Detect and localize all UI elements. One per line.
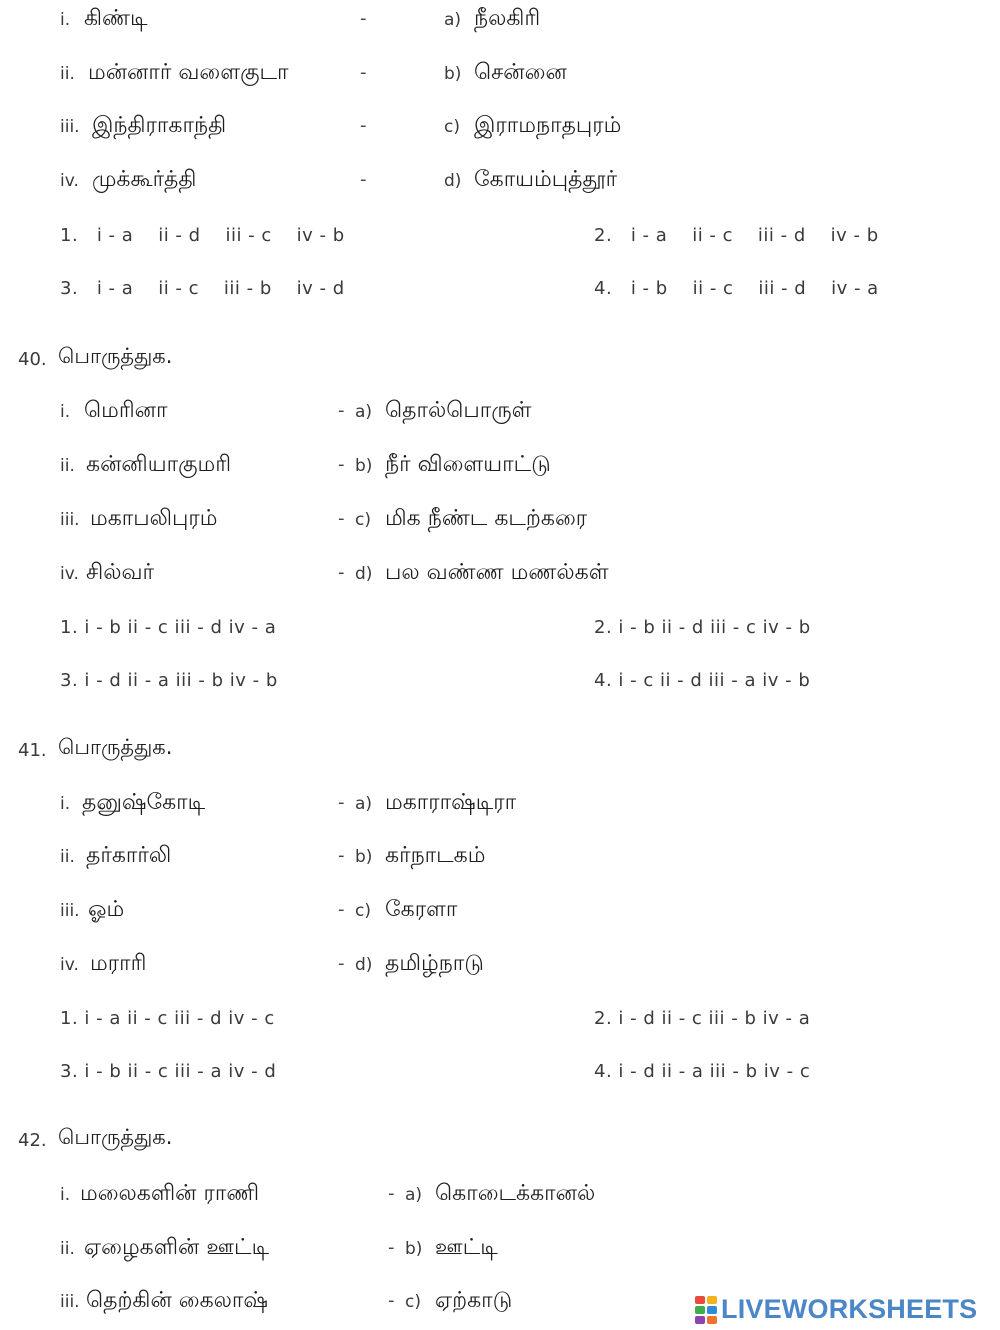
- item-letter: a): [405, 1185, 423, 1205]
- item-left-text: மெரினா: [84, 398, 168, 423]
- question-title: பொருத்துக.: [58, 1125, 173, 1149]
- item-left-text: ஏழைகளின் ஊட்டி: [84, 1235, 270, 1260]
- item-left-text: மராரி: [90, 951, 147, 976]
- question-title: பொருத்துக.: [58, 735, 173, 759]
- answer-option-2[interactable]: 2. i - b ii - d iii - c iv - b: [594, 617, 811, 638]
- item-left-text: தெற்கின் கைலாஷ்: [86, 1288, 269, 1313]
- item-letter: b): [405, 1239, 423, 1259]
- item-number: iii.: [60, 510, 80, 530]
- item-dash: -: [360, 8, 367, 29]
- item-right-text: சென்னை: [474, 60, 567, 85]
- item-dash: -: [338, 400, 345, 421]
- item-right-text: நீலகிரி: [474, 6, 541, 31]
- item-dash: -: [388, 1237, 395, 1258]
- item-right-text: கேரளா: [385, 897, 458, 922]
- item-right-text: கோயம்புத்தூர்: [474, 167, 618, 192]
- logo-square-2: [707, 1296, 717, 1304]
- answer-option-3[interactable]: 3. i - b ii - c iii - a iv - d: [60, 1061, 277, 1082]
- item-dash: -: [338, 508, 345, 529]
- answer-option-4[interactable]: 4. i - c ii - d iii - a iv - b: [594, 670, 811, 691]
- item-right-text: ஊட்டி: [435, 1235, 498, 1260]
- item-letter: d): [355, 564, 373, 584]
- question-title: பொருத்துக.: [58, 344, 173, 368]
- answer-option-2[interactable]: 2. i - d ii - c iii - b iv - a: [594, 1008, 811, 1029]
- item-left-text: கிண்டி: [84, 6, 148, 31]
- item-dash: -: [388, 1290, 395, 1311]
- item-letter: c): [405, 1292, 421, 1312]
- logo-square-1: [695, 1296, 705, 1304]
- item-left-text: மலைகளின் ராணி: [80, 1181, 260, 1206]
- question-number: 42.: [18, 1130, 47, 1151]
- item-number: iii.: [60, 1292, 80, 1312]
- item-dash: -: [338, 845, 345, 866]
- item-number: i.: [60, 1185, 71, 1205]
- liveworksheets-logo-text: LIVEWORKSHEETS: [721, 1294, 978, 1324]
- question-number: 40.: [18, 349, 47, 370]
- item-left-text: தனுஷ்கோடி: [82, 790, 206, 815]
- item-dash: -: [338, 454, 345, 475]
- item-number: i.: [60, 402, 71, 422]
- answer-option-1[interactable]: 1. i - a ii - d iii - c iv - b: [60, 225, 345, 246]
- item-right-text: பல வண்ண மணல்கள்: [385, 560, 609, 585]
- item-dash: -: [360, 169, 367, 190]
- item-number: ii.: [60, 456, 75, 476]
- answer-option-2[interactable]: 2. i - a ii - c iii - d iv - b: [594, 225, 879, 246]
- item-right-text: ஏற்காடு: [435, 1288, 513, 1313]
- item-right-text: இராமநாதபுரம்: [474, 113, 622, 138]
- item-left-text: மகாபலிபுரம்: [90, 506, 218, 531]
- item-left-text: ஓம்: [88, 897, 125, 922]
- item-letter: b): [355, 456, 373, 476]
- question-number: 41.: [18, 740, 47, 761]
- item-dash: -: [338, 562, 345, 583]
- item-dash: -: [338, 792, 345, 813]
- liveworksheets-logo[interactable]: [695, 1294, 977, 1325]
- item-letter: c): [355, 510, 371, 530]
- item-right-text: மகாராஷ்டிரா: [385, 790, 517, 815]
- item-left-text: மன்னார் வளைகுடா: [88, 60, 289, 85]
- item-right-text: நீர் விளையாட்டு: [385, 452, 551, 477]
- item-left-text: கன்னியாகுமரி: [86, 452, 232, 477]
- item-number: iv.: [60, 564, 79, 584]
- item-left-text: தர்கார்லி: [86, 843, 172, 868]
- item-dash: -: [388, 1183, 395, 1204]
- item-right-text: கர்நாடகம்: [385, 843, 486, 868]
- item-letter: c): [355, 901, 371, 921]
- item-number: ii.: [60, 64, 75, 84]
- item-letter: b): [444, 64, 462, 84]
- item-number: iii.: [60, 117, 80, 137]
- answer-option-1[interactable]: 1. i - a ii - c iii - d iv - c: [60, 1008, 275, 1029]
- item-letter: a): [444, 10, 462, 30]
- item-right-text: தொல்பொருள்: [385, 398, 532, 423]
- logo-square-6: [707, 1316, 717, 1324]
- item-dash: -: [360, 62, 367, 83]
- item-number: ii.: [60, 1239, 75, 1259]
- answer-option-3[interactable]: 3. i - d ii - a iii - b iv - b: [60, 670, 278, 691]
- item-number: iv.: [60, 955, 79, 975]
- answer-option-4[interactable]: 4. i - d ii - a iii - b iv - c: [594, 1061, 811, 1082]
- item-number: iv.: [60, 171, 79, 191]
- item-letter: d): [444, 171, 462, 191]
- item-right-text: கொடைக்கானல்: [435, 1181, 596, 1206]
- item-right-text: தமிழ்நாடு: [385, 951, 484, 976]
- item-dash: -: [338, 953, 345, 974]
- item-letter: b): [355, 847, 373, 867]
- item-number: i.: [60, 794, 71, 814]
- logo-square-5: [695, 1316, 705, 1324]
- logo-square-3: [695, 1306, 705, 1314]
- logo-square-4: [707, 1306, 717, 1314]
- item-letter: a): [355, 794, 373, 814]
- item-dash: -: [338, 899, 345, 920]
- item-dash: -: [360, 115, 367, 136]
- item-letter: c): [444, 117, 460, 137]
- answer-option-4[interactable]: 4. i - b ii - c iii - d iv - a: [594, 278, 879, 299]
- item-number: i.: [60, 10, 71, 30]
- item-right-text: மிக நீண்ட கடற்கரை: [385, 506, 588, 531]
- item-number: ii.: [60, 847, 75, 867]
- item-number: iii.: [60, 901, 80, 921]
- item-letter: d): [355, 955, 373, 975]
- item-left-text: இந்திராகாந்தி: [92, 113, 227, 138]
- item-letter: a): [355, 402, 373, 422]
- answer-option-3[interactable]: 3. i - a ii - c iii - b iv - d: [60, 278, 345, 299]
- item-left-text: முக்கூர்த்தி: [92, 167, 197, 192]
- answer-option-1[interactable]: 1. i - b ii - c iii - d iv - a: [60, 617, 277, 638]
- liveworksheets-logo-icon: [695, 1296, 717, 1324]
- item-left-text: சில்வர்: [86, 560, 155, 585]
